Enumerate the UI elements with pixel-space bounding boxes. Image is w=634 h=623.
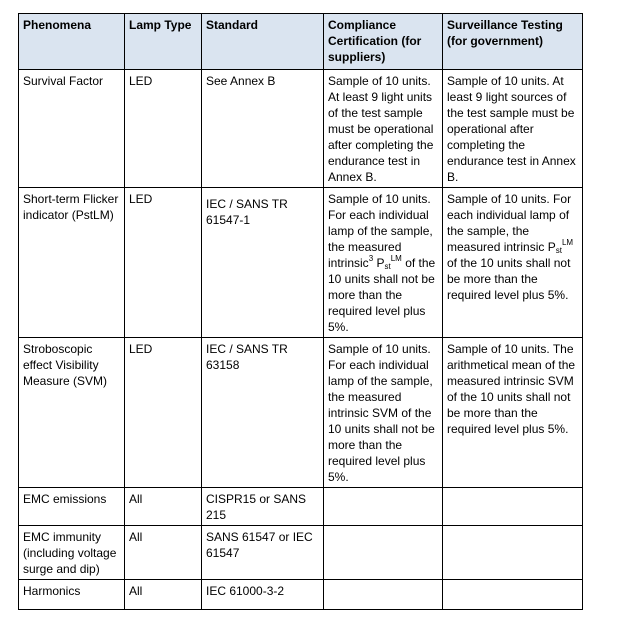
cell-phenomena: EMC immunity (including voltage surge and dip) [19,526,125,580]
table-row [19,526,583,580]
document-page [18,13,583,610]
cell-lamp-type: All [125,580,202,610]
cell-lamp-type: All [125,488,202,526]
cell-phenomena: EMC emissions [19,488,125,526]
pst-subscript: st [384,262,391,271]
cell-compliance [324,488,443,526]
header-surveillance: Surveillance Testing (for government) [443,14,583,70]
cell-compliance: Sample of 10 units. For each individual lamp of the sample, the measured intrinsic SVM of the 10 units shall not be more than the required level plus 5%. [324,338,443,488]
cell-lamp-type: LED [125,188,202,338]
cell-standard: CISPR15 or SANS 215 [202,488,324,526]
table-header-row [19,14,583,70]
cell-phenomena: Survival Factor [19,70,125,188]
cell-surveillance [443,488,583,526]
cell-surveillance [443,526,583,580]
cell-lamp-type: LED [125,70,202,188]
cell-phenomena: Stroboscopic effect Visibility Measure (SVM) [19,338,125,488]
cell-surveillance: Sample of 10 units. At least 9 light sources of the test sample must be operational after completing the endurance test in Annex B. [443,70,583,188]
header-standard: Standard [202,14,324,70]
cell-standard: See Annex B [202,70,324,188]
compliance-text-end: of the 10 units shall not be more than the required level plus 5%. [328,256,436,334]
cell-phenomena: Harmonics [19,580,125,610]
pst-symbol: P [376,256,385,270]
cell-lamp-type: All [125,526,202,580]
cell-compliance [324,580,443,610]
table-row [19,488,583,526]
surveillance-text-start: Sample of 10 units. For each individual lamp of the sample, the measured intrinsic [447,192,572,254]
pst-subscript: st [555,246,562,255]
compliance-text-start: Sample of 10 units. For each individual lamp of the sample, the measured intrinsic [328,192,433,270]
table-row [19,188,583,338]
cell-compliance: Sample of 10 units. At least 9 light units of the test sample must be operational after completing the endurance test in Annex B. [324,70,443,188]
cell-surveillance [443,580,583,610]
header-compliance: Compliance Certification (for suppliers) [324,14,443,70]
cell-compliance [324,188,443,338]
footnote-marker: 3 [368,254,374,263]
header-lamp-type: Lamp Type [125,14,202,70]
cell-phenomena: Short-term Flicker indicator (PstLM) [19,188,125,338]
surveillance-text-end: of the 10 units shall not be more than the required level plus 5%. [447,256,571,302]
cell-standard: IEC / SANS TR 61547-1 [202,188,324,338]
cell-standard: IEC 61000-3-2 [202,580,324,610]
cell-standard: SANS 61547 or IEC 61547 [202,526,324,580]
cell-lamp-type: LED [125,338,202,488]
table-row [19,70,583,188]
pst-superscript: LM [561,238,574,247]
pst-superscript: LM [390,254,402,263]
table-row [19,580,583,610]
header-phenomena: Phenomena [19,14,125,70]
cell-compliance [324,526,443,580]
table-row [19,338,583,488]
cell-surveillance: Sample of 10 units. The arithmetical mean of the measured intrinsic SVM of the 10 units shall not be more than the required level plus 5%. [443,338,583,488]
cell-surveillance [443,188,583,338]
pst-symbol: P [547,240,556,254]
cell-standard: IEC / SANS TR 63158 [202,338,324,488]
requirements-table [18,13,583,610]
